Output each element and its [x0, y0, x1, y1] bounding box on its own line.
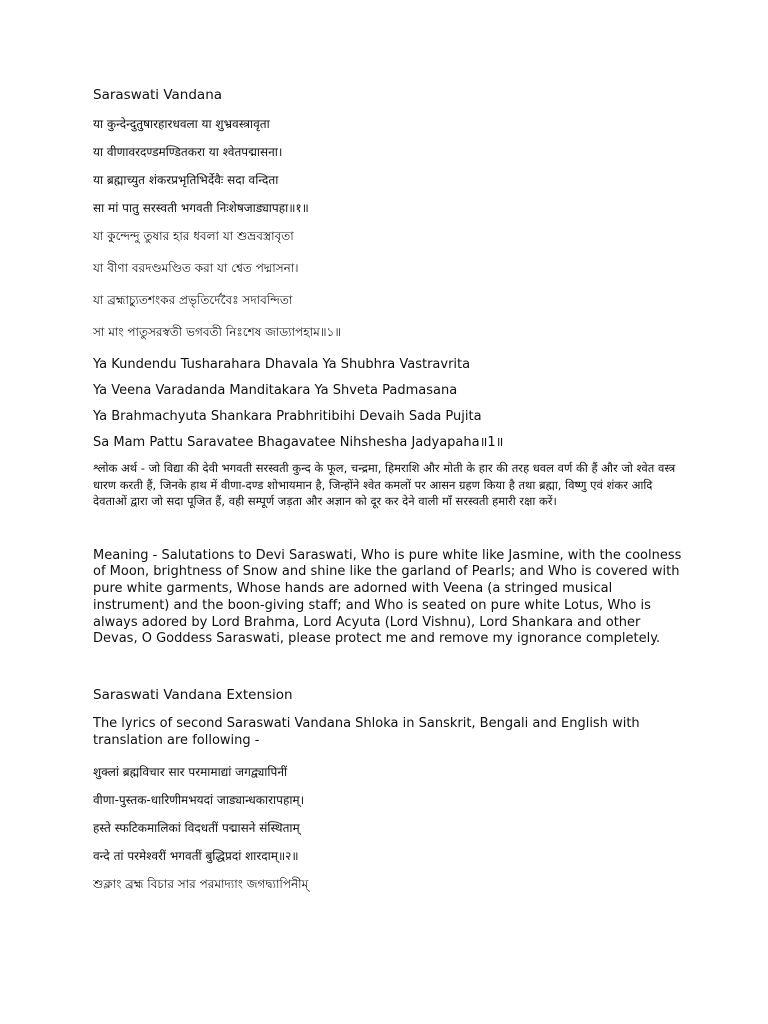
- bengali-verse-1: [93, 228, 683, 340]
- verse-line: या ब्रह्माच्युत शंकरप्रभृतिभिर्देवैः सदा वन्दिता: [93, 173, 279, 187]
- sanskrit-verse-2: [93, 764, 683, 864]
- verse-line: যা ব্রহ্মাচ্যুতশংকর প্রভৃতির্দেবৈঃ সদাবন্দিতা: [93, 293, 293, 307]
- verse-line: যা বীণা বরদণ্ডমণ্ডিত করা যা শ্বেত পদ্মাসনা।: [93, 261, 299, 275]
- verse-line: शुक्लां ब्रह्मविचार सार परमामाद्यां जगद्व्यापिनीं: [93, 764, 288, 779]
- verse-line: যা কুন্দেন্দু তুষার হার ধবলা যা শুভ্রবস্ত্রাবৃতা: [93, 229, 294, 243]
- sanskrit-verse-1: [93, 116, 683, 216]
- verse-line: Ya Kundendu Tusharahara Dhavala Ya Shubhra Vastravrita: [93, 357, 471, 372]
- document-title: Saraswati Vandana: [93, 87, 223, 103]
- bengali-verse-2: [93, 876, 683, 892]
- hindi-meaning-paragraph: श्लोक अर्थ - जो विद्या की देवी भगवती सरस्वती कुन्द के फूल, चन्द्रमा, हिमराशि और मोती के हार की तरह धवल वर्ण की हैं और जो श्वेत वस्त्र धारण करती हैं, जिनके हाथ में वीणा-दण्ड शोभायमान है, जिन्होंने श्वेत कमलों पर आसन ग्रहण किया है तथा ब्रह्मा, विष्णु एवं शंकर आदि देवताओं द्वारा जो सदा पूजित हैं, वही सम्पूर्ण जड़ता और अज्ञान को दूर कर देने वाली माँ सरस्वती हमारी रक्षा करें।: [93, 461, 676, 508]
- verse-line: सा मां पातु सरस्वती भगवती निःशेषजाड्यापहा॥१॥: [93, 201, 309, 215]
- verse-line: या कुन्देन्दुतुषारहारधवला या शुभ्रवस्त्रावृता: [93, 117, 270, 131]
- verse-line: वीणा-पुस्तक-धारिणीमभयदां जाड्यान्धकारापहाम्‌।: [93, 792, 305, 807]
- document-page: [93, 86, 683, 908]
- english-meaning-paragraph: Meaning - Salutations to Devi Saraswati, Who is pure white like Jasmine, with the coolness of Moon, brightness of Snow and shine like the garland of Pearls; and Who is covered with pure white garments, Whose hands are adorned with Veena (a stringed musical instrument) and the boon-giving staff; and Who is seated on pure white Lotus, Who is always adored by Lord Brahma, Lord Acyuta (Lord Vishnu), Lord Shankara and other Devas, O Goddess Saraswati, please protect me and remove my ignorance completely.: [93, 547, 682, 647]
- verse-line: সা মাং পাতুসরস্বতী ভগবতী নিঃশেষ জাড্যাপহাম॥১॥: [93, 325, 342, 339]
- verse-line: Ya Brahmachyuta Shankara Prabhritibihi Devaih Sada Pujita: [93, 409, 482, 424]
- verse-line: শুক্লাং ব্রহ্ম বিচার সার পরমাদ্যাং জগদ্ব্যাপিনীম্: [93, 876, 309, 891]
- verse-line: Sa Mam Pattu Saravatee Bhagavatee Nihshesha Jadyapaha॥1॥: [93, 435, 504, 450]
- verse-line: वन्दे तां परमेश्वरीं भगवतीं बुद्धिप्रदां शारदाम्‌॥२॥: [93, 848, 299, 863]
- verse-line: हस्ते स्फटिकमालिकां विदधतीं पद्मासने संस्थिताम्‌: [93, 820, 300, 835]
- verse-line: या वीणावरदण्डमण्डितकरा या श्वेतपद्मासना।: [93, 145, 283, 159]
- extension-title: Saraswati Vandana Extension: [93, 687, 293, 704]
- english-verse-1: [93, 356, 683, 451]
- extension-intro: The lyrics of second Saraswati Vandana Shloka in Sanskrit, Bengali and English with translation are following -: [93, 716, 640, 749]
- verse-line: Ya Veena Varadanda Manditakara Ya Shveta Padmasana: [93, 383, 458, 398]
